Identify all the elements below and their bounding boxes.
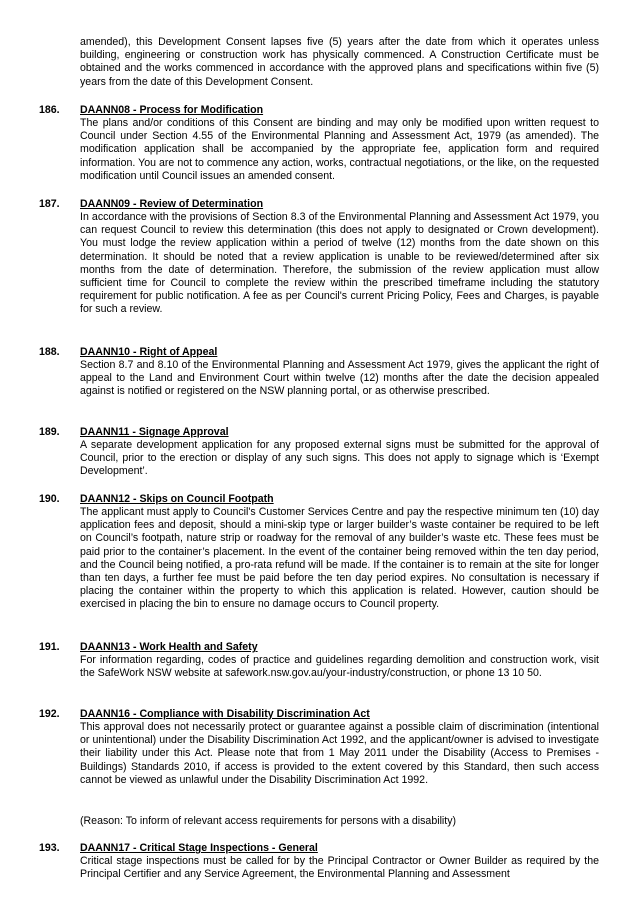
condition-number: 191. — [39, 641, 60, 653]
condition-number: 188. — [39, 346, 60, 358]
condition-body: Section 8.7 and 8.10 of the Environmental Planning and Assessment Act 1979, gives the applicant the right of appeal to the Land and Environment Court within twelve (12) months after the date the decision appealed against is notified or registered on the NSW planning portal, or as otherwise prescribed. — [80, 359, 599, 398]
condition-number: 193. — [39, 842, 60, 854]
condition-heading: DAANN09 - Review of Determination — [80, 198, 264, 210]
condition-body: The applicant must apply to Council's Customer Services Centre and pay the respective minimum ten (10) day application fees and deposit, should a mini-skip type or larger builder’s waste container be required to be left on Council’s footpath, nature strip or roadway for the removal of any builder’s waste etc. These fees must be paid prior to the container’s placement. In the event of the container being removed within the ten day period, and the Council being notified, a pro-rata refund will be made. If the container is to remain at the site for longer than ten days, a further fee must be paid before the ten day period expires. No consultation is necessary if placing the container within the property to which this application is related. However, caution should be exercised in placing the bin to ensure no damage occurs to Council property. — [80, 506, 599, 611]
condition-number: 187. — [39, 198, 60, 210]
condition-body: This approval does not necessarily protect or guarantee against a possible claim of discrimination (intentional or unintentional) under the Disability Discrimination Act 1992, and the applicant/owner is advised to investigate their liability under this Act. Please note that from 1 May 2011 under the Disability (Access to Premises - Buildings) Standards 2010, if access is provided to the extent covered by this Standard, then such access cannot be viewed as unlawful under the Disability Discrimination Act 1992. — [80, 721, 599, 786]
condition-heading: DAANN16 - Compliance with Disability Discrimination Act — [80, 708, 370, 720]
condition-heading: DAANN08 - Process for Modification — [80, 104, 264, 116]
condition-heading: DAANN10 - Right of Appeal — [80, 346, 218, 358]
condition-heading: DAANN12 - Skips on Council Footpath — [80, 493, 274, 505]
condition-number: 190. — [39, 493, 60, 505]
condition-heading: DAANN11 - Signage Approval — [80, 426, 229, 438]
condition-body: In accordance with the provisions of Section 8.3 of the Environmental Planning and Assessment Act 1979, you can request Council to review this determination (this does not apply to designated or Crown development). You must lodge the review application within a period of twelve (12) months from the date shown on this determination. It should be noted that a review application is unable to be reviewed/determined after six months from the date of determination. Therefore, the submission of the review application must allow sufficient time for Council to complete the review within the prescribed timeframe including the statutory requirement for public notification. A fee as per Council's current Pricing Policy, Fees and Charges, is payable for such a review. — [80, 211, 599, 316]
condition-body: Critical stage inspections must be called for by the Principal Contractor or Owner Builder as required by the Principal Certifier and any Service Agreement, the Environmental Planning and Assessment — [80, 855, 599, 881]
condition-body: The plans and/or conditions of this Consent are binding and may only be modified upon written request to Council under Section 4.55 of the Environmental Planning and Assessment Act, 1979 (as amended). The modification application shall be accompanied by the appropriate fee, application form and required information. You are not to commence any action, works, contractual negotiations, or the like, on the requested modification until Council issues an amended consent. — [80, 117, 599, 182]
condition-body: For information regarding, codes of practice and guidelines regarding demolition and construction work, visit the SafeWork NSW website at safework.nsw.gov.au/your-industry/construction, or phone 13 10 50. — [80, 654, 599, 680]
condition-body: A separate development application for any proposed external signs must be submitted for the approval of Council, prior to the erection or display of any such signs. This does not apply to signage which is ‘Exempt Development’. — [80, 439, 599, 478]
condition-heading: DAANN17 - Critical Stage Inspections - General — [80, 842, 318, 854]
condition-number: 186. — [39, 104, 60, 116]
condition-heading: DAANN13 - Work Health and Safety — [80, 641, 258, 653]
condition-reason: (Reason: To inform of relevant access requirements for persons with a disability) — [80, 815, 457, 827]
condition-number: 189. — [39, 426, 60, 438]
condition-number: 192. — [39, 708, 60, 720]
intro-paragraph: amended), this Development Consent lapses five (5) years after the date from which it operates unless building, engineering or construction work has physically commenced. A Construction Certificate must be obtained and the works commenced in accordance with the approved plans and specifications within five (5) years from the date of this Development Consent. — [80, 36, 599, 88]
